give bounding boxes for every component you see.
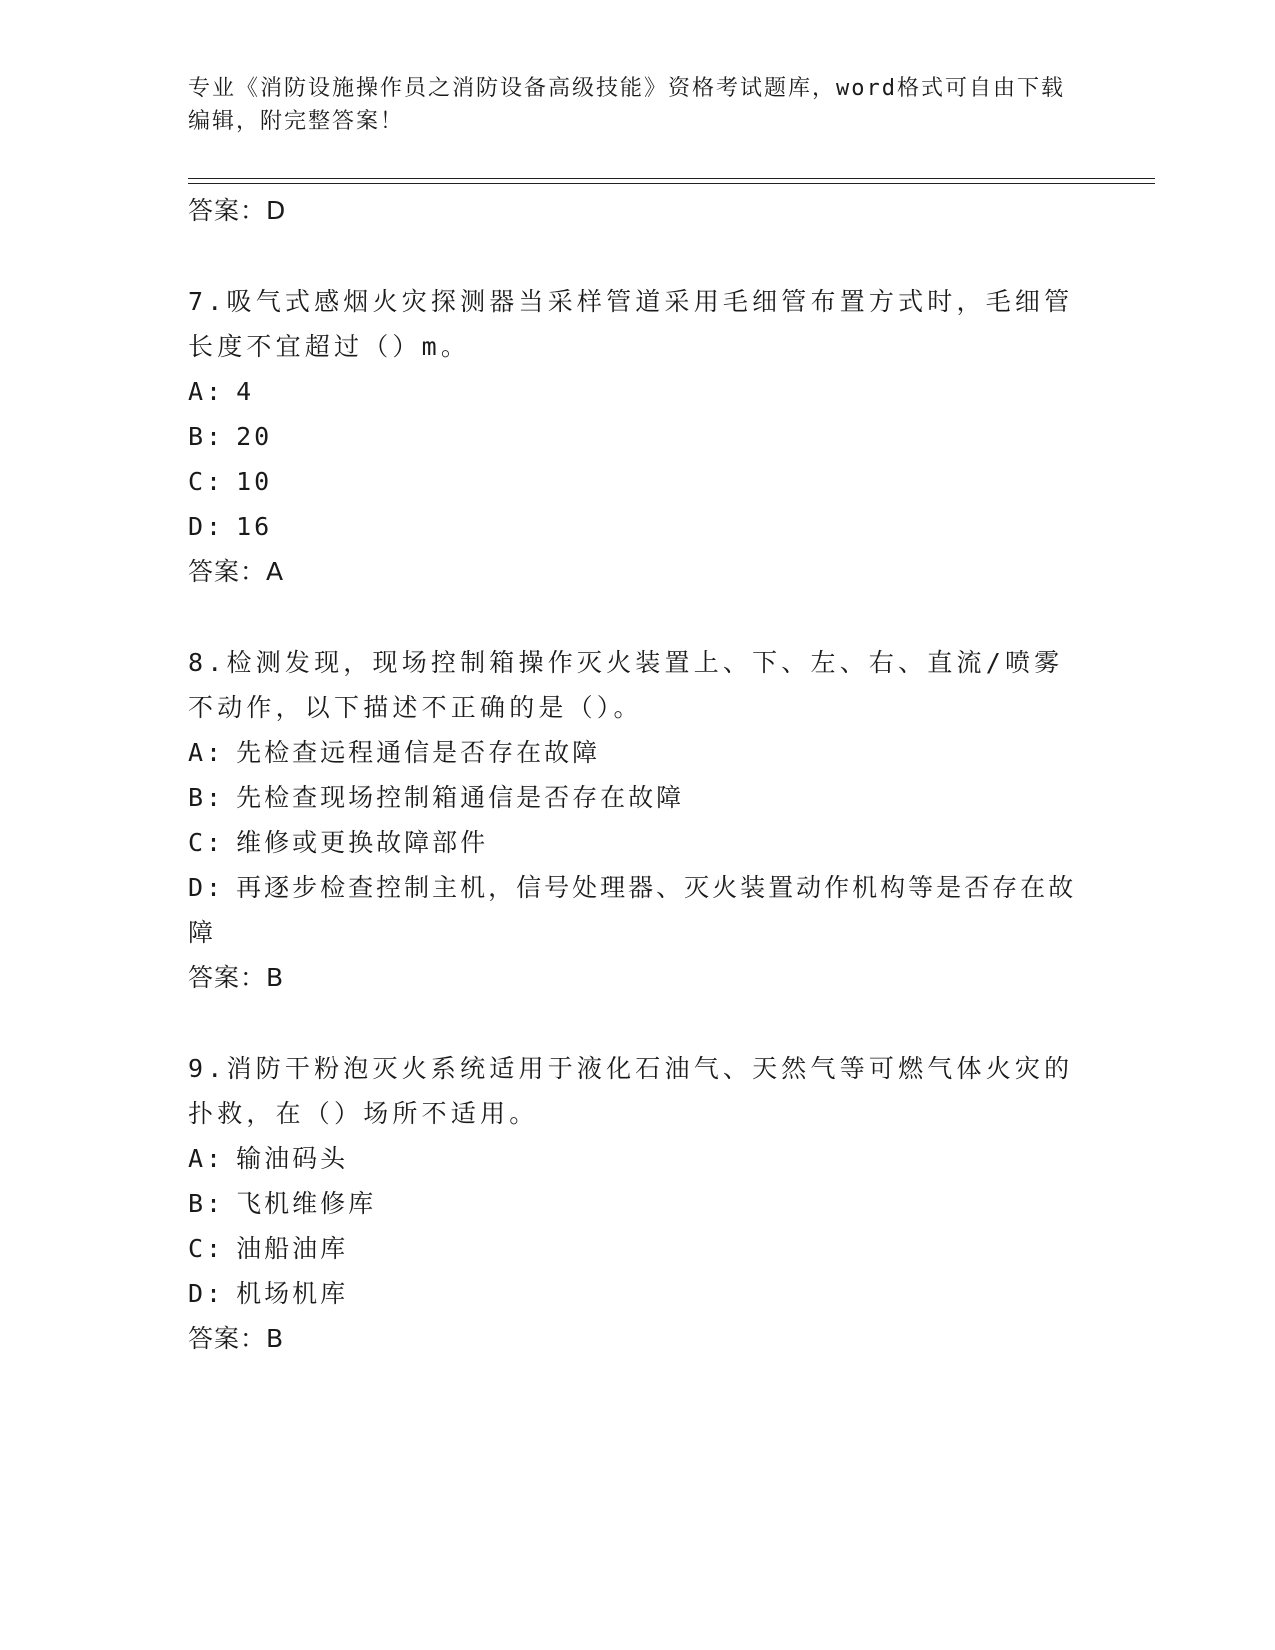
question-7	[188, 279, 1088, 594]
option-key: D:	[188, 1279, 225, 1308]
option-a	[188, 369, 1088, 414]
option-text: 先检查现场控制箱通信是否存在故障	[236, 783, 685, 812]
question-9	[188, 1046, 1088, 1361]
header-rule-bottom	[188, 183, 1155, 184]
question-stem: 9.消防干粉泡灭火系统适用于液化石油气、天然气等可燃气体火灾的扑救，在（）场所不适用。	[188, 1054, 1074, 1128]
previous-answer: 答案：D	[188, 196, 287, 225]
option-text: 维修或更换故障部件	[236, 828, 489, 857]
document-header: 专业《消防设施操作员之消防设备高级技能》资格考试题库，word格式可自由下载编辑，附完整答案！	[188, 76, 1065, 134]
option-text: 先检查远程通信是否存在故障	[236, 738, 601, 767]
question-answer: 答案：A	[188, 557, 285, 586]
option-a	[188, 730, 1088, 775]
option-key: B:	[188, 422, 225, 451]
option-key: A:	[188, 1144, 225, 1173]
option-text: 油船油库	[236, 1234, 349, 1263]
option-key: C:	[188, 1234, 225, 1263]
option-b	[188, 775, 1088, 820]
option-text: 飞机维修库	[236, 1189, 377, 1218]
option-c	[188, 459, 1088, 504]
option-c	[188, 1226, 1088, 1271]
option-key: C:	[188, 467, 225, 496]
question-8	[188, 640, 1088, 1000]
question-answer: 答案：B	[188, 963, 285, 992]
question-list	[188, 188, 1088, 1361]
option-key: D:	[188, 512, 225, 541]
question-stem: 7.吸气式感烟火灾探测器当采样管道采用毛细管布置方式时，毛细管长度不宜超过（）m。	[188, 287, 1074, 361]
option-text: 10	[236, 467, 273, 496]
option-d	[188, 1271, 1088, 1316]
option-b	[188, 1181, 1088, 1226]
question-answer: 答案：B	[188, 1324, 285, 1353]
option-b	[188, 414, 1088, 459]
option-key: A:	[188, 738, 225, 767]
option-text: 20	[236, 422, 273, 451]
option-key: B:	[188, 783, 225, 812]
option-key: C:	[188, 828, 225, 857]
option-key: B:	[188, 1189, 225, 1218]
option-d	[188, 504, 1088, 549]
option-a	[188, 1136, 1088, 1181]
option-d	[188, 865, 1088, 955]
header-rule-top	[188, 178, 1155, 179]
option-key: D:	[188, 873, 225, 902]
option-key: A:	[188, 377, 225, 406]
option-text: 机场机库	[236, 1279, 349, 1308]
question-stem: 8.检测发现，现场控制箱操作灭火装置上、下、左、右、直流/喷雾不动作，以下描述不正确的是（）。	[188, 648, 1064, 722]
option-text: 输油码头	[236, 1144, 349, 1173]
option-c	[188, 820, 1088, 865]
option-text: 16	[236, 512, 273, 541]
option-text: 4	[236, 377, 255, 406]
option-text: 再逐步检查控制主机，信号处理器、灭火装置动作机构等是否存在故障	[188, 873, 1077, 947]
